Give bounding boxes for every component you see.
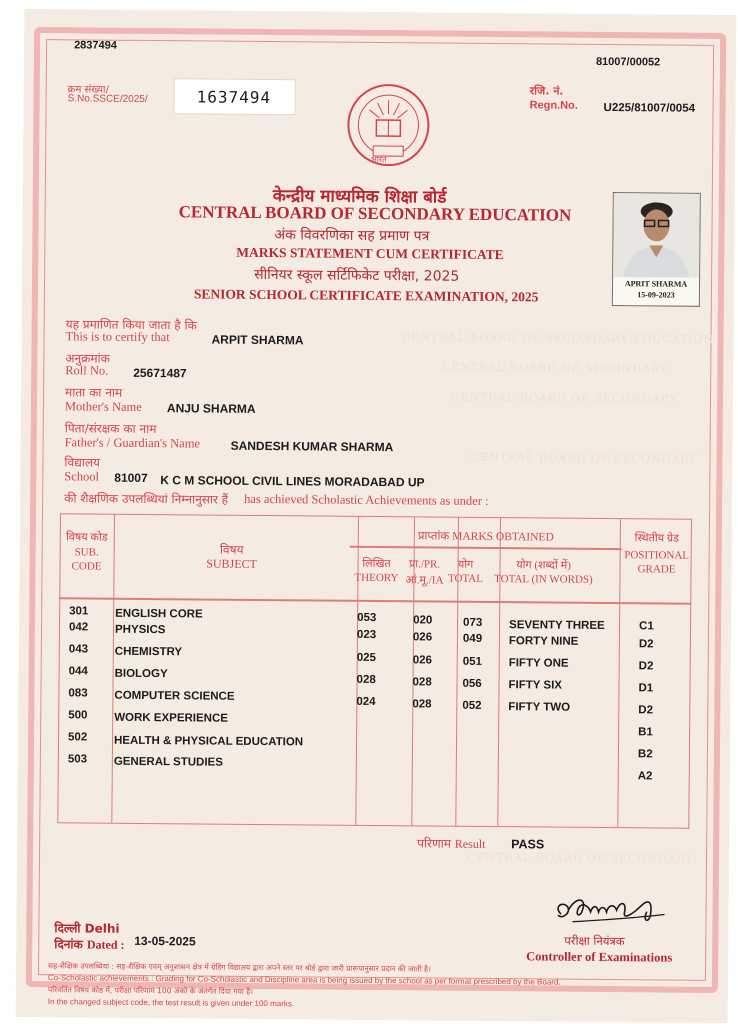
candidate-photo [612, 192, 701, 307]
row-subject: BIOLOGY [114, 667, 168, 681]
row-code: 503 [67, 753, 88, 766]
father-name: SANDESH KUMAR SHARMA [230, 438, 394, 455]
row-theory: 024 [356, 695, 376, 709]
dated-label-hi: दिनांक [54, 937, 83, 952]
row-subject: WORK EXPERIENCE [114, 711, 229, 725]
header-theory-hi: लिखित [362, 557, 391, 571]
serial-label-hi: क्रम संख्या/ [67, 84, 109, 96]
header-theory-en: THEORY [354, 571, 399, 585]
certify-label-en: This is to certify that [65, 329, 170, 345]
row-theory: 023 [356, 628, 377, 642]
result-label [417, 834, 485, 852]
row-words: SEVENTY THREE [509, 619, 605, 632]
row-theory: 053 [357, 611, 377, 625]
header-words-hi: योग (शब्दों में) [516, 559, 571, 572]
school-code: 81007 [114, 470, 148, 486]
exam-title-english: SENIOR SCHOOL CERTIFICATE EXAMINATION, 2025 [193, 286, 539, 305]
photo-caption-name: APRIT SHARMA [624, 279, 688, 289]
header-subject-en: SUBJECT [206, 556, 257, 571]
regn-number: U225/81007/0054 [603, 101, 696, 115]
serial-label-en: S.No.SSCE/2025/ [67, 93, 148, 105]
issue-date: 13-05-2025 [134, 933, 196, 949]
row-pr: 026 [412, 654, 432, 667]
row-subject: HEALTH & PHYSICAL EDUCATION [113, 734, 304, 749]
row-total: 052 [462, 699, 482, 712]
roll-number: 25671487 [133, 365, 187, 381]
row-pr: 020 [413, 614, 433, 627]
header-marks-hi: प्राप्तांक [417, 530, 450, 543]
school-name: K C M SCHOOL CIVIL LINES MORADABAD UP [160, 473, 425, 490]
watermark: CENTRAL BOARD OF SECONDARY EDUCATION [401, 330, 715, 346]
footnote-en-1: Co-Scholastic achievements : Grading for Co-Scholastic and Discipline area is being issued by the school as per format prescribed by the Board. [47, 973, 561, 987]
row-grade: A2 [637, 770, 653, 783]
row-pr: 028 [412, 698, 432, 711]
header-total-en: TOTAL [447, 572, 483, 585]
top-left-ref: 2837494 [74, 39, 117, 52]
controller-title-en: Controller of Examinations [526, 949, 673, 965]
row-total: 049 [462, 632, 483, 645]
candidate-name: ARPIT SHARMA [211, 332, 304, 348]
row-code: 042 [68, 621, 89, 634]
mother-label-hi: माता का नाम [65, 385, 123, 400]
achieve-label-hi: की शैक्षणिक उपलब्धियां निम्नानुसार हैं [64, 491, 229, 507]
row-words: FORTY NINE [508, 635, 579, 648]
watermark: CENTRAL BOARD OF SECONDARY [466, 850, 695, 866]
header-marks-en: MARKS OBTAINED [452, 530, 554, 544]
result-value: PASS [511, 837, 545, 852]
result-label-hi: परिणाम [417, 836, 452, 851]
row-code: 083 [68, 687, 88, 700]
header-marks [350, 528, 622, 545]
row-grade: C1 [638, 620, 654, 633]
row-grade: B1 [638, 726, 653, 739]
row-total: 051 [462, 655, 482, 668]
emblem-base-text: भारत [371, 154, 387, 165]
header-pr-en: आं.मू./IA [405, 574, 444, 587]
row-code: 043 [68, 643, 89, 656]
roll-label-hi: अनुक्रमांक [65, 351, 110, 366]
row-code: 301 [69, 605, 89, 618]
regn-label-hi: रजि. नं. [529, 84, 564, 98]
roll-label-en: Roll No. [65, 363, 109, 378]
row-total: 073 [463, 616, 483, 629]
row-theory: 028 [356, 673, 376, 687]
watermark: CENTRAL BOARD OF SECONDARY [441, 360, 669, 376]
row-subject: GENERAL STUDIES [113, 755, 223, 769]
header-total-hi: योग [457, 558, 474, 571]
row-grade: D2 [638, 704, 654, 717]
row-words: FIFTY TWO [508, 701, 571, 714]
statement-title-hindi: अंक विवरणिका सह प्रमाण पत्र [274, 227, 430, 245]
row-pr: 028 [412, 676, 432, 689]
watermark: CENTRAL BOARD OF SECONDARY [470, 450, 698, 466]
row-grade: B2 [637, 748, 653, 761]
certify-label-hi: यह प्रमाणित किया जाता है कि [65, 317, 197, 333]
row-code: 500 [68, 709, 88, 722]
inner-border [38, 39, 714, 981]
controller-title-hi: परीक्षा नियंत्रक [564, 933, 625, 949]
dated-label-en: Dated : [86, 937, 125, 952]
row-words: FIFTY SIX [508, 679, 563, 692]
result-label-en: Result [454, 836, 486, 851]
row-subject: COMPUTER SCIENCE [114, 689, 235, 703]
serial-box [173, 78, 295, 115]
school-label-en: School [64, 469, 100, 484]
exam-title-hindi: सीनियर स्कूल सर्टिफिकेट परीक्षा, 2025 [254, 266, 460, 285]
header-words-en: TOTAL (IN WORDS) [494, 573, 593, 586]
father-label-en: Father's / Guardian's Name [64, 435, 201, 451]
watermark: CENTRAL BOARD OF SECONDARY [450, 390, 679, 406]
school-label-hi: विद्यालय [64, 455, 101, 470]
certificate-sheet [16, 9, 737, 1023]
row-theory: 025 [356, 651, 377, 665]
row-code: 502 [68, 731, 88, 744]
controller-signature-icon [552, 884, 672, 933]
photo-caption-date: 15-09-2023 [637, 290, 675, 300]
row-subject: CHEMISTRY [114, 645, 183, 659]
header-code-hi: विषय कोड [65, 531, 108, 544]
footnote-en-2: In the changed subject code, the test result is given under 100 marks. [47, 997, 295, 1009]
row-words: FIFTY ONE [508, 657, 569, 670]
father-label-hi: पिता/संरक्षक का नाम [64, 421, 157, 437]
footnote-hi-2: परिवर्तित विषय कोड में, परीक्षा परिणाम 100 अंकों के अंतर्गत दिया गया है। [47, 985, 254, 996]
cbse-emblem-icon [343, 80, 434, 171]
achieve-label-en: has achieved Scholastic Achievements as under : [244, 491, 489, 508]
mother-name: ANJU SHARMA [166, 401, 256, 416]
row-total: 056 [462, 677, 482, 690]
row-code: 044 [68, 665, 88, 678]
board-name-english: CENTRAL BOARD OF SECONDARY EDUCATION [178, 202, 572, 225]
row-subject: ENGLISH CORE [115, 607, 203, 621]
header-pr-hi: प्रा./PR. [408, 558, 441, 571]
place: दिल्ली Delhi [54, 921, 120, 936]
header-subject-hi: विषय [219, 542, 244, 557]
header-grade-hi: स्थितीय ग्रेड [634, 532, 680, 545]
regn-label-en: Regn.No. [529, 99, 578, 112]
row-grade: D1 [638, 682, 654, 695]
statement-title-english: MARKS STATEMENT CUM CERTIFICATE [236, 244, 504, 263]
mother-label-en: Mother's Name [64, 399, 142, 414]
footnote-hi-1: सह-शैक्षिक उपलब्धियां : सह-शैक्षिक एवम् अनुशासन क्षेत्र में ग्रेडिंग विद्यालय द्वारा अपने स्तर पर बोर्ड द्वारा जारी प्रारूपानुसार प्रदान की जाती है। [48, 961, 431, 974]
row-pr: 026 [412, 631, 433, 644]
serial-number: 1637494 [196, 87, 272, 108]
board-name-hindi: केन्द्रीय माध्यमिक शिक्षा बोर्ड [272, 186, 447, 208]
row-grade: D2 [638, 638, 654, 651]
header-grade-en: POSITIONAL GRADE [624, 549, 690, 576]
top-right-ref: 81007/00052 [595, 55, 661, 69]
header-code-en: SUB. CODE [71, 546, 102, 573]
row-grade: D2 [638, 660, 654, 673]
dated-label [54, 935, 124, 953]
person-portrait-icon [613, 193, 700, 278]
row-subject: PHYSICS [114, 623, 166, 637]
